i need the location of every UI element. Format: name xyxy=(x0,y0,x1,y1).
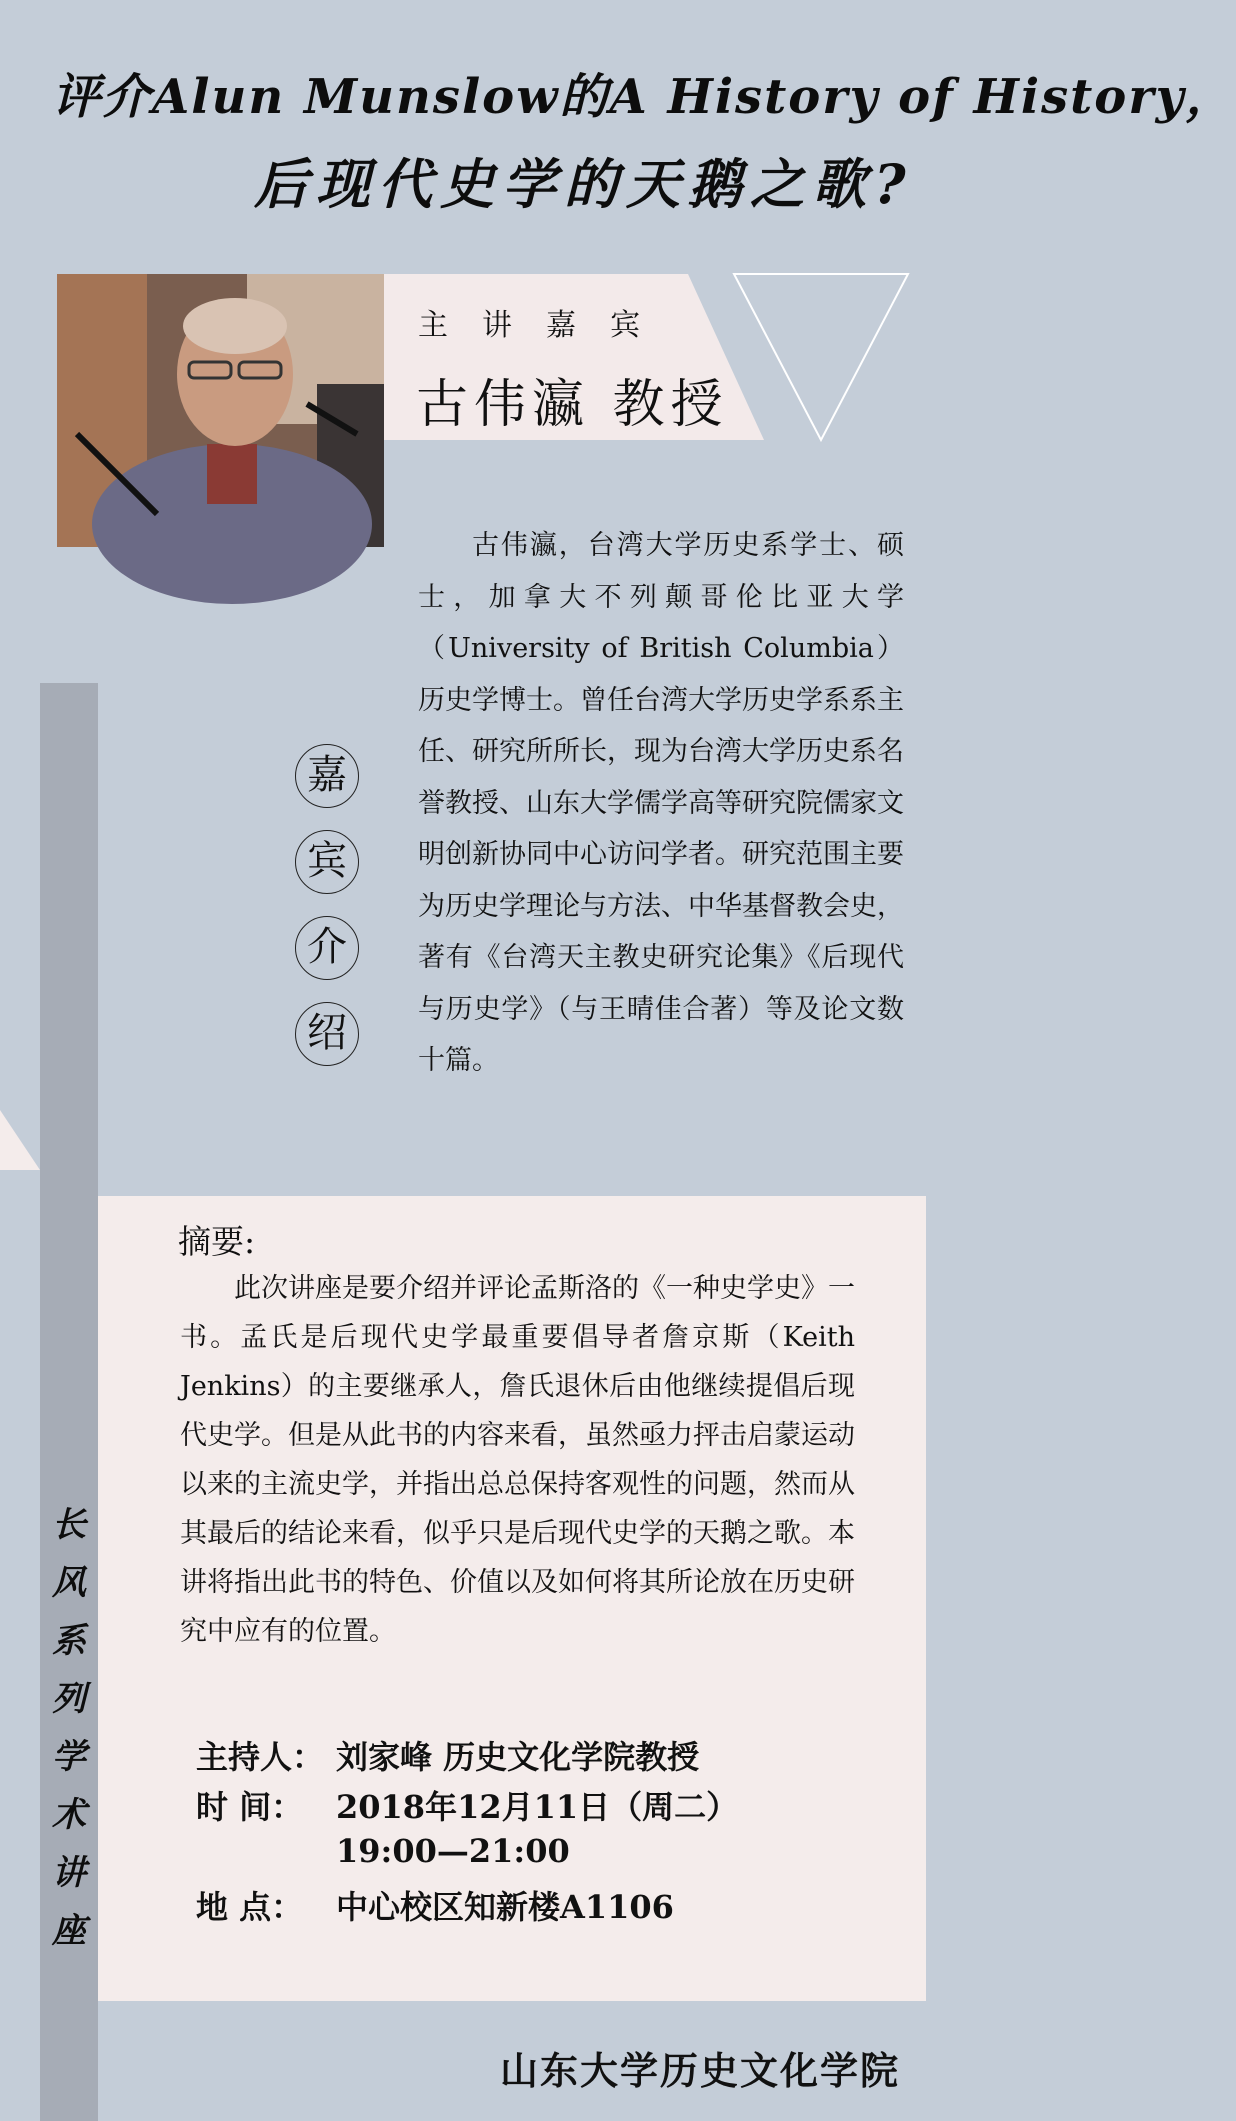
host-value: 刘家峰 历史文化学院教授 xyxy=(336,1738,700,1776)
abstract-text: 此次讲座是要介绍并评论孟斯洛的《一种史学史》一书。孟氏是后现代史学最重要倡导者詹京斯（Keith Jenkins）的主要继承人，詹氏退休后由他继续提倡后现代史学。但是从此书的内容来看，虽然亟力抨击启蒙运动以来的主流史学，并指出总总保持客观性的问题，然而从其最后的结论来看，似乎只是后现代史学的天鹅之歌。本讲将指出此书的特色、价值以及如何将其所论放在历史研究中应有的位置。 xyxy=(180,1273,855,1647)
host-info xyxy=(196,1732,699,1778)
intro-heading-char: 宾 xyxy=(295,830,359,894)
intro-heading-char: 嘉 xyxy=(295,744,359,808)
series-char: 长 xyxy=(52,1505,86,1545)
place-info xyxy=(196,1882,674,1928)
series-char: 术 xyxy=(52,1795,86,1835)
decorative-corner xyxy=(0,1110,40,1170)
series-char: 讲 xyxy=(52,1853,86,1893)
poster-title-line-2: 后现代史学的天鹅之歌? xyxy=(254,152,914,216)
series-char: 学 xyxy=(52,1737,86,1777)
guest-name: 古伟瀛 教授 xyxy=(416,375,729,435)
abstract-title: 摘要: xyxy=(178,1222,256,1261)
series-char: 座 xyxy=(52,1911,86,1951)
abstract-body xyxy=(180,1264,855,1656)
series-char: 风 xyxy=(52,1563,86,1603)
time-label: 时 间： xyxy=(196,1788,304,1826)
poster-title-line-1: 评介Alun Munslow的A History of History， xyxy=(52,69,1236,125)
time-info xyxy=(196,1782,738,1828)
host-label: 主持人： xyxy=(196,1738,325,1776)
guest-biography xyxy=(418,520,904,1087)
speaker-photo xyxy=(57,274,384,547)
organizer-name: 山东大学历史文化学院 xyxy=(500,2048,901,2093)
guest-label: 主讲嘉宾 xyxy=(418,308,674,343)
series-title xyxy=(40,1496,98,1960)
place-label: 地 点： xyxy=(196,1888,304,1926)
intro-heading-char: 绍 xyxy=(295,1002,359,1066)
series-char: 列 xyxy=(52,1679,86,1719)
intro-heading-char: 介 xyxy=(295,916,359,980)
series-char: 系 xyxy=(52,1621,86,1661)
date-value: 2018年12月11日（周二） xyxy=(336,1788,739,1826)
biography-text: 古伟瀛，台湾大学历史系学士、硕士，加拿大不列颠哥伦比亚大学（University of British Columbia）历史学博士。曾任台湾大学历史学系系主任、研究所所长，现为台湾大学历史系名誉教授、山东大学儒学高等研究院儒家文明创新协同中心访问学者。研究范围主要为历史学理论与方法、中华基督教会史，著有《台湾天主教史研究论集》《后现代与历史学》（与王晴佳合著）等及论文数十篇。 xyxy=(418,530,904,1076)
time-value: 19:00—21:00 xyxy=(336,1832,570,1870)
decorative-triangle xyxy=(734,274,908,440)
place-value: 中心校区知新楼A1106 xyxy=(336,1888,674,1926)
